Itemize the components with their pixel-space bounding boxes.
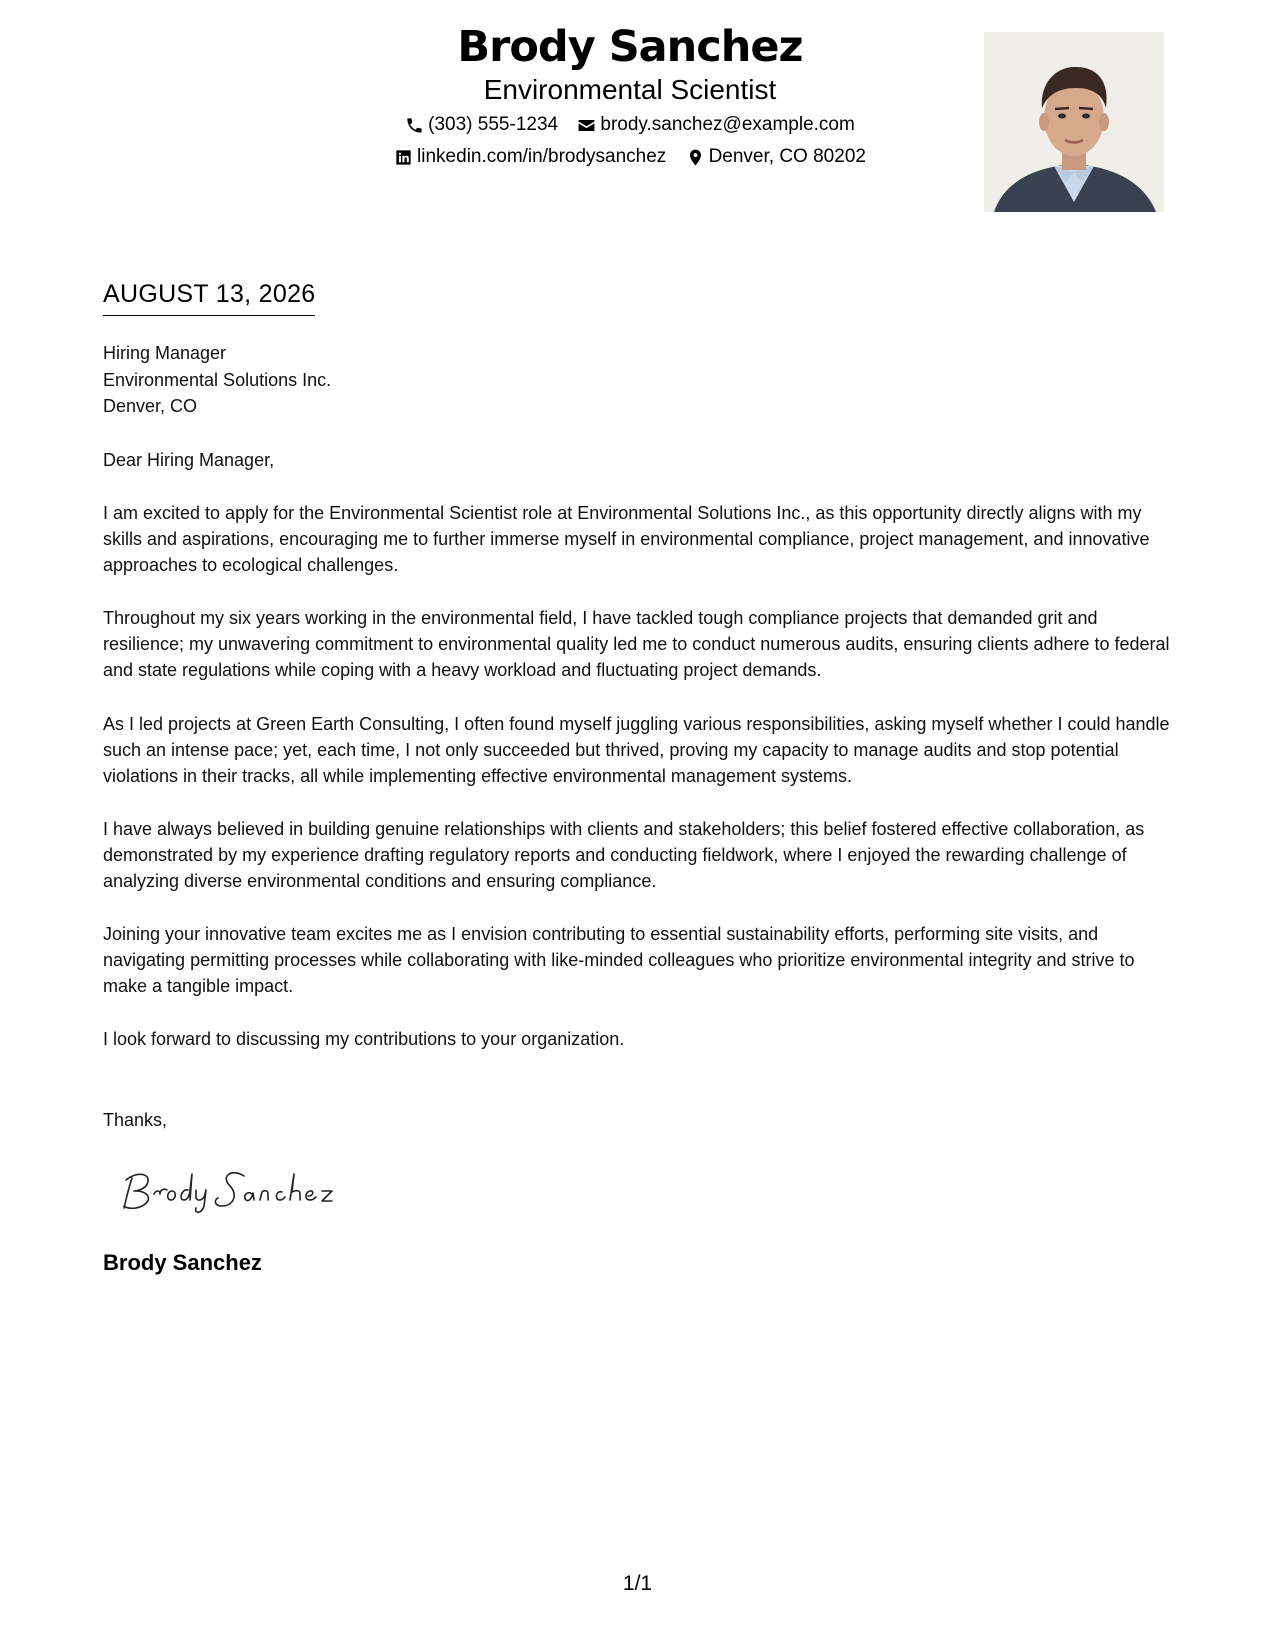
recipient-line: Hiring Manager: [103, 343, 227, 363]
job-title: Environmental Scientist: [483, 74, 777, 105]
header: [0, 22, 1275, 222]
envelope-icon: [577, 116, 596, 135]
body-paragraph: I have always believed in building genuine relationships with clients and stakeholders; this belief fostered effective collaboration, as demonstrated by my experience drafting regulatory reports and conducting fieldwork, where I enjoyed the rewarding challenge of analyzing diverse environmental conditions and ensuring compliance.: [103, 819, 1145, 891]
linkedin-icon: [394, 148, 413, 167]
body-paragraph: As I led projects at Green Earth Consulting, I often found myself juggling various responsibilities, asking myself whether I could handle such an intense pace; yet, each time, I not only succeeded but thrived, proving my capacity to manage audits and stop potential violations in their tracks, all while implementing effective environmental management systems.: [103, 714, 1170, 786]
salutation: Dear Hiring Manager,: [103, 450, 275, 470]
body-paragraph: I look forward to discussing my contributions to your organization.: [103, 1029, 625, 1049]
contact-email[interactable]: [577, 114, 854, 136]
email-text[interactable]: brody.sanchez@example.com: [600, 114, 855, 135]
contact-linkedin[interactable]: [394, 146, 666, 168]
location-text: Denver, CO 80202: [708, 146, 866, 167]
portrait-illustration: [984, 32, 1164, 212]
linkedin-text[interactable]: linkedin.com/in/brodysanchez: [417, 146, 667, 167]
applicant-name: Brody Sanchez: [457, 22, 803, 72]
signature-graphic: [118, 1160, 358, 1220]
contact-phone: [405, 114, 558, 136]
recipient-line: Environmental Solutions Inc.: [103, 369, 332, 390]
closing: Thanks,: [103, 1110, 168, 1130]
contact-location: [686, 146, 866, 168]
profile-photo: [984, 32, 1164, 212]
map-pin-icon: [686, 148, 705, 167]
phone-icon: [405, 116, 424, 135]
handwritten-signature: [118, 1160, 358, 1220]
contact-row-primary: [300, 114, 960, 141]
body-paragraph: Throughout my six years working in the environmental field, I have tackled tough compliance projects that demanded grit and resilience; my unwavering commitment to environmental quality led me to conduct numerous audits, ensuring clients adhere to federal and state regulations while coping with a heavy workload and fluctuating project demands.: [103, 608, 1170, 680]
phone-text: (303) 555-1234: [428, 114, 559, 135]
letter-date: AUGUST 13, 2026: [103, 280, 315, 316]
body-paragraph: I am excited to apply for the Environmental Scientist role at Environmental Solutions Inc., as this opportunity directly aligns with my skills and aspirations, encouraging me to further immerse myself in environmental compliance, project management, and innovative approaches to ecological challenges.: [103, 503, 1150, 575]
signature-name: Brody Sanchez: [103, 1250, 262, 1275]
recipient-block: [103, 340, 331, 420]
body-paragraph: Joining your innovative team excites me as I envision contributing to essential sustainability efforts, performing site visits, and navigating permitting processes while collaborating with like-minded colleagues who prioritize environmental integrity and strive to make a tangible impact.: [103, 924, 1135, 996]
contact-row-secondary: [300, 146, 960, 173]
page-number: 1/1: [622, 1572, 653, 1595]
recipient-line: Denver, CO: [103, 396, 198, 416]
